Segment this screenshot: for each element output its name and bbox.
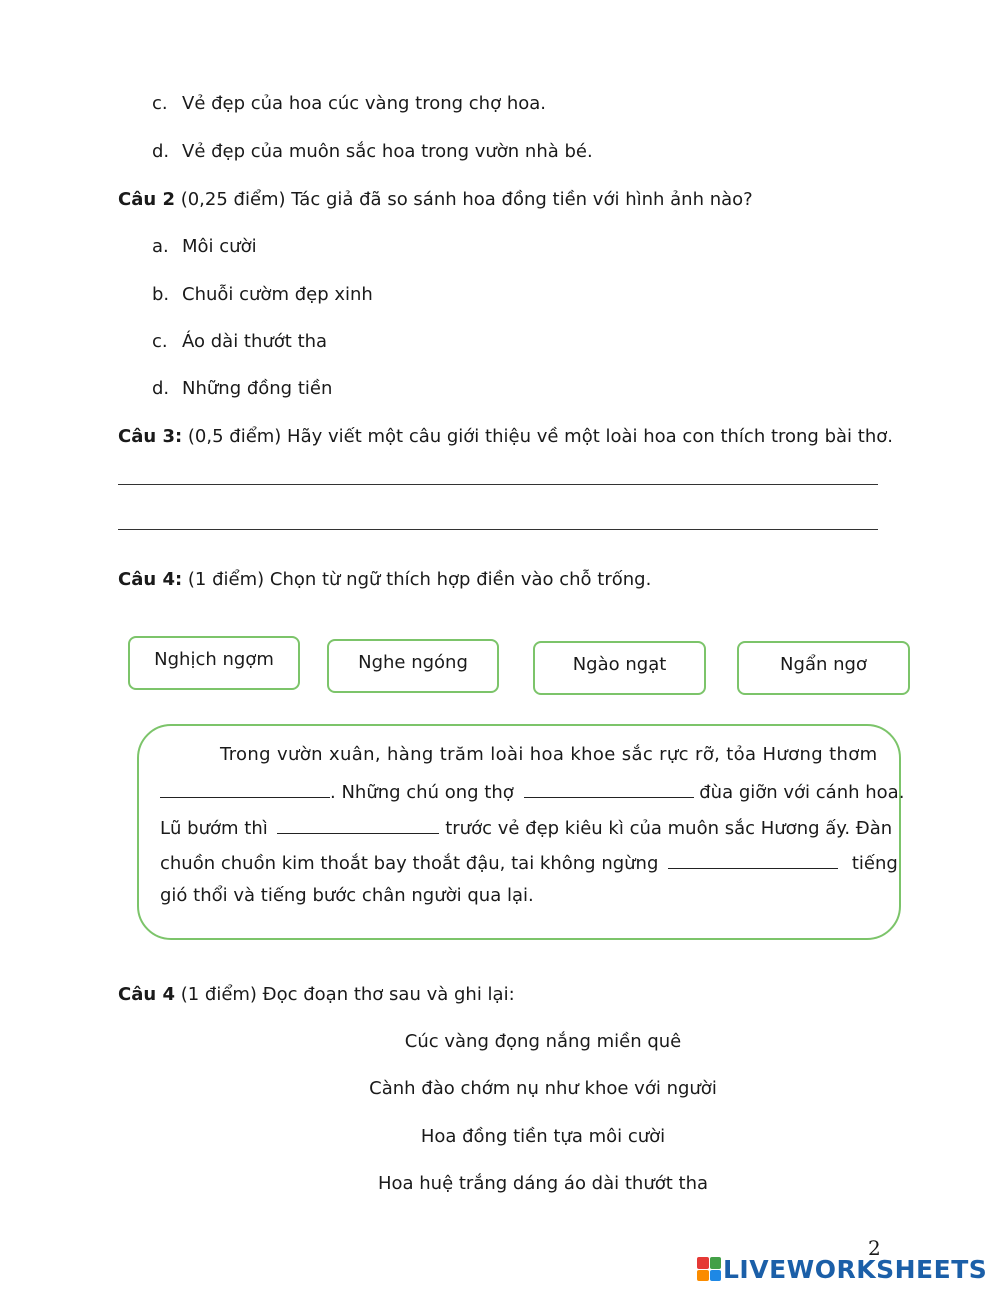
poem-line-1: Cúc vàng đọng nắng miền quê	[404, 1031, 682, 1052]
passage-line-4: chuồn chuồn kim thoắt bay thoắt đậu, tai không ngừng tiếng	[160, 850, 877, 874]
passage-line-2: . Những chú ong thợ đùa giỡn với cánh hoa.	[160, 779, 877, 803]
liveworksheets-brand[interactable]: LIVEWORKSHEETS	[697, 1254, 987, 1284]
blank-1[interactable]	[160, 779, 330, 798]
q2-option-a[interactable]: a. Môi cười	[152, 236, 257, 257]
liveworksheets-logo-icon	[697, 1257, 721, 1281]
q4a-heading: Câu 4: (1 điểm) Chọn từ ngữ thích hợp điền vào chỗ trống.	[118, 569, 652, 590]
q1-option-c: c. Vẻ đẹp của hoa cúc vàng trong chợ hoa.	[152, 93, 546, 114]
word-box-ngao-ngat[interactable]: Ngào ngạt	[533, 641, 706, 695]
q3-answer-line-2[interactable]	[118, 529, 878, 530]
page-number: 2	[868, 1236, 881, 1260]
q3-heading: Câu 3: (0,5 điểm) Hãy viết một câu giới thiệu về một loài hoa con thích trong bài thơ.	[118, 426, 893, 447]
blank-3[interactable]	[277, 815, 439, 834]
q3-answer-line-1[interactable]	[118, 484, 878, 485]
q1-option-d: d. Vẻ đẹp của muôn sắc hoa trong vườn nhà bé.	[152, 141, 593, 162]
poem-line-2: Cành đào chớm nụ như khoe với người	[369, 1078, 717, 1099]
q2-heading: Câu 2 (0,25 điểm) Tác giả đã so sánh hoa đồng tiền với hình ảnh nào?	[118, 189, 753, 210]
passage-line-1: Trong vườn xuân, hàng trăm loài hoa khoe sắc rực rỡ, tỏa Hương thơm	[220, 744, 878, 765]
blank-2[interactable]	[524, 779, 694, 798]
poem-line-4: Hoa huệ trắng dáng áo dài thướt tha	[377, 1173, 709, 1194]
word-box-ngan-ngo[interactable]: Ngẩn ngơ	[737, 641, 910, 695]
passage-line-3: Lũ bướm thì trước vẻ đẹp kiêu kì của muôn sắc Hương ấy. Đàn	[160, 815, 877, 839]
q4b-heading: Câu 4 (1 điểm) Đọc đoạn thơ sau và ghi lại:	[118, 984, 515, 1005]
passage-line-5: gió thổi và tiếng bước chân người qua lại.	[160, 885, 534, 906]
word-box-nghich-ngom[interactable]: Nghịch ngợm	[128, 636, 300, 690]
q2-option-b[interactable]: b. Chuỗi cườm đẹp xinh	[152, 284, 373, 305]
q2-option-c[interactable]: c. Áo dài thướt tha	[152, 331, 328, 352]
word-box-nghe-ngong[interactable]: Nghe ngóng	[327, 639, 499, 693]
blank-4[interactable]	[668, 850, 838, 869]
q2-option-d[interactable]: d. Những đồng tiền	[152, 378, 333, 399]
poem-line-3: Hoa đồng tiền tựa môi cười	[420, 1126, 666, 1147]
